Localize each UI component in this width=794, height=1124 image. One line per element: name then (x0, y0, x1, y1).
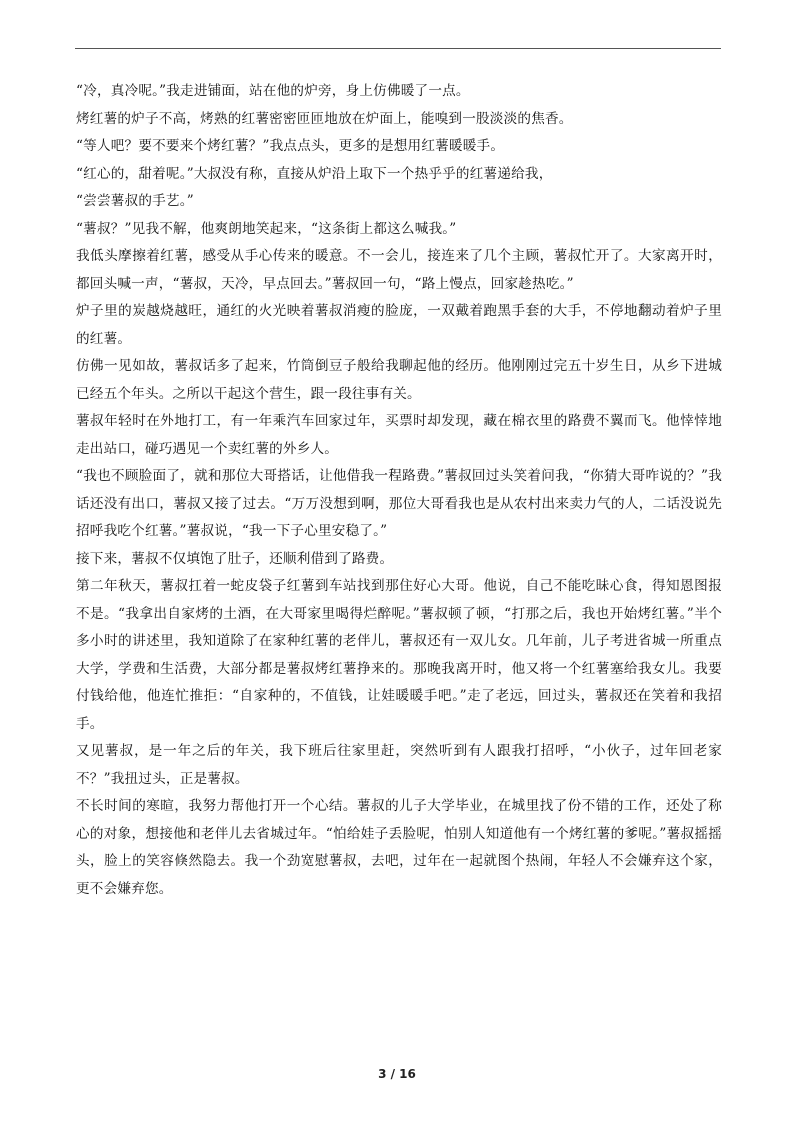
paragraph: “等人吧？要不要来个烤红薯？”我点点头，更多的是想用红薯暖暖手。 (76, 138, 505, 154)
paragraph: “红心的，甜着呢。”大叔没有称，直接从炉沿上取下一个热乎乎的红薯递给我， (76, 165, 553, 182)
paragraph: “尝尝薯叔的手艺。” (76, 193, 194, 209)
paragraph: 薯叔年轻时在外地打工，有一年乘汽车回家过年，买票时却发现，藏在棉衣里的路费不翼而飞。他悻悻地走出站口，碰巧遇见一个卖红薯的外乡人。 (76, 413, 722, 457)
paragraph: “薯叔？”见我不解，他爽朗地笑起来，“这条街上都这么喊我。” (76, 220, 457, 237)
paragraph: 不长时间的寒暄，我努力帮他打开一个心结。薯叔的儿子大学毕业，在城里找了份不错的工作，还处了称心的对象，想接他和老伴儿去省城过年。“怕给娃子丢脸呢，怕别人知道他有一个烤红薯的爹呢。”薯叔摇摇头，脸上的笑容倏然隐去。我一个劲宽慰薯叔，去吧，过年在一起就图个热闹，年轻人不会嫌弃这个家，更不会嫌弃您。 (76, 798, 722, 897)
paragraph: 第二年秋天，薯叔扛着一蛇皮袋子红薯到车站找到那住好心大哥。他说，自己不能吃昧心食，得知恩图报不是。“我拿出自家烤的土酒，在大哥家里喝得烂醉呢。”薯叔顿了顿，“打那之后，我也开始烤红薯。”半个多小时的讲述里，我知道除了在家种红薯的老伴儿，薯叔还有一双儿女。几年前，儿子考进省城一所重点大学，学费和生活费，大部分都是薯叔烤红薯挣来的。那晚我离开时，他又将一个红薯塞给我女儿。我要付钱给他，他连忙推拒：“自家种的，不值钱，让娃暖暖手吧。”走了老远，回过头，薯叔还在笑着和我招手。 (76, 578, 722, 732)
paragraph: 烤红薯的炉子不高，烤熟的红薯密密匝匝地放在炉面上，能嗅到一股淡淡的焦香。 (76, 110, 573, 127)
paragraph: 接下来，薯叔不仅填饱了肚子，还顺利借到了路费。 (76, 550, 394, 567)
paragraph: 仿佛一见如故，薯叔话多了起来，竹筒倒豆子般给我聊起他的经历。他刚刚过完五十岁生日，从乡下进城已经五个年头。之所以干起这个营生，跟一段往事有关。 (76, 358, 722, 402)
paragraph: “冷，真冷呢。”我走进铺面，站在他的炉旁，身上仿佛暖了一点。 (76, 83, 470, 99)
paragraph: 炉子里的炭越烧越旺，通红的火光映着薯叔消瘦的脸庞，一双戴着跑黑手套的大手，不停地翻动着炉子里的红薯。 (76, 303, 722, 347)
paragraph: “我也不顾脸面了，就和那位大哥搭话，让他借我一程路费。”薯叔回过头笑着问我，“你猜大哥咋说的？”我话还没有出口，薯叔又接了过去。“万万没想到啊，那位大哥看我也是从农村出来卖力气的人，二话没说先招呼我吃个红薯。”薯叔说，“我一下子心里安稳了。” (76, 468, 722, 539)
header-rule (75, 48, 721, 49)
paragraph: 又见薯叔，是一年之后的年关，我下班后往家里赶，突然听到有人跟我打招呼，“小伙子，过年回老家不？”我扭过头，正是薯叔。 (76, 743, 722, 787)
page-number: 3 / 16 (378, 1067, 416, 1081)
paragraph: 我低头摩擦着红薯，感受从手心传来的暖意。不一会儿，接连来了几个主顾，薯叔忙开了。大家离开时，都回头喊一声，“薯叔，天冷，早点回去。”薯叔回一句，“路上慢点，回家趁热吃。” (76, 248, 722, 292)
document-body (76, 78, 722, 903)
